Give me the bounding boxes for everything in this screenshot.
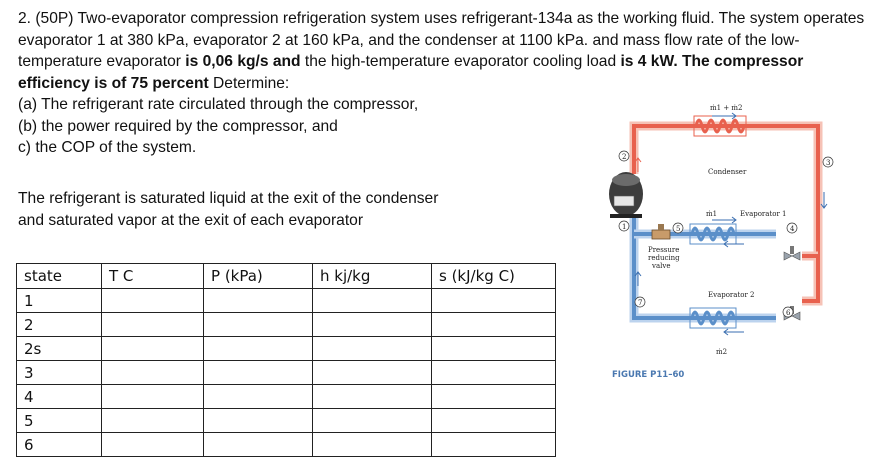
table-row: [17, 289, 556, 313]
t-cell[interactable]: [102, 289, 204, 313]
header-state: state: [17, 264, 102, 289]
t-cell[interactable]: [102, 337, 204, 361]
t-cell[interactable]: [102, 409, 204, 433]
state-1-label: 1: [622, 223, 627, 231]
table-row: [17, 361, 556, 385]
s-cell[interactable]: [432, 361, 556, 385]
state-6-label: 6: [786, 309, 791, 317]
header-enthalpy: h kj/kg: [313, 264, 432, 289]
state-5-label: 5: [676, 225, 681, 233]
h-cell[interactable]: [313, 361, 432, 385]
table-row: [17, 337, 556, 361]
evaporator2-label: Evaporator 2: [708, 291, 755, 299]
figure-caption: FIGURE P11–60: [612, 370, 685, 380]
s-cell[interactable]: [432, 433, 556, 457]
valve-label-line3: valve: [652, 262, 671, 270]
state-cell: 3: [17, 361, 102, 385]
state-3-label: 3: [826, 159, 831, 167]
question-a: (a) The refrigerant rate circulated through the compressor,: [18, 96, 419, 113]
state-cell: 2s: [17, 337, 102, 361]
flow-rate-label: ṁ1 + ṁ2: [710, 104, 743, 112]
header-pressure: P (kPa): [204, 264, 313, 289]
p-cell[interactable]: [204, 385, 313, 409]
p-cell[interactable]: [204, 313, 313, 337]
t-cell[interactable]: [102, 385, 204, 409]
t-cell[interactable]: [102, 361, 204, 385]
pressure-reducing-valve-icon: [652, 224, 670, 239]
question-b: (b) the power required by the compressor, and: [18, 117, 338, 135]
h-cell[interactable]: [313, 337, 432, 361]
m1-label: ṁ1: [706, 210, 718, 218]
p-cell[interactable]: [204, 433, 313, 457]
state-2-label: 2: [622, 153, 627, 161]
question-c: c) the COP of the system.: [18, 139, 197, 156]
m2-label: ṁ2: [716, 348, 728, 356]
p-cell[interactable]: [204, 289, 313, 313]
s-cell[interactable]: [432, 385, 556, 409]
condenser-label: Condenser: [708, 168, 747, 176]
s-cell[interactable]: [432, 337, 556, 361]
compressor-icon: [609, 172, 643, 218]
h-cell[interactable]: [313, 385, 432, 409]
table-row: [17, 409, 556, 433]
p-cell[interactable]: [204, 409, 313, 433]
h-cell[interactable]: [313, 433, 432, 457]
state-7-label: 7: [638, 299, 643, 307]
table-row: [17, 385, 556, 409]
table-row: [17, 433, 556, 457]
s-cell[interactable]: [432, 313, 556, 337]
h-cell[interactable]: [313, 313, 432, 337]
condenser-coil: [694, 116, 746, 136]
table-row: [17, 313, 556, 337]
p-cell[interactable]: [204, 337, 313, 361]
valve-label-line1: Pressure: [648, 246, 680, 254]
p-cell[interactable]: [204, 361, 313, 385]
refrigeration-diagram: [596, 96, 872, 386]
header-entropy: s (kJ/kg C): [432, 264, 556, 289]
t-cell[interactable]: [102, 433, 204, 457]
s-cell[interactable]: [432, 289, 556, 313]
state-cell: 5: [17, 409, 102, 433]
table-header-row: [17, 264, 556, 289]
hot-piping: [634, 126, 818, 301]
valve-label-line2: reducing: [648, 254, 680, 262]
t-cell[interactable]: [102, 313, 204, 337]
evaporator1-label: Evaporator 1: [740, 210, 787, 218]
h-cell[interactable]: [313, 409, 432, 433]
state-cell: 6: [17, 433, 102, 457]
saturation-note: The refrigerant is saturated liquid at the exit of the condenser and saturated vapor at the exit of each evaporator: [18, 190, 439, 229]
problem-intro: 2. (50P) Two-evaporator compression refrigeration system uses refrigerant-134a as the working fluid. The system operates evaporator 1 at 380 kPa, evaporator 2 at 160 kPa, and the condenser at 1100 kPa. and mass flow rate of the low-temperature evaporator is 0,06 kg/s and the high-temperature evaporator cooling load is 4 kW. The compressor efficiency is of 75 percent Determine:: [18, 10, 865, 92]
h-cell[interactable]: [313, 289, 432, 313]
state-cell: 4: [17, 385, 102, 409]
state-cell: 2: [17, 313, 102, 337]
header-temperature: T C: [102, 264, 204, 289]
state-cell: 1: [17, 289, 102, 313]
s-cell[interactable]: [432, 409, 556, 433]
state-4-label: 4: [790, 225, 795, 233]
state-table: [16, 263, 556, 457]
